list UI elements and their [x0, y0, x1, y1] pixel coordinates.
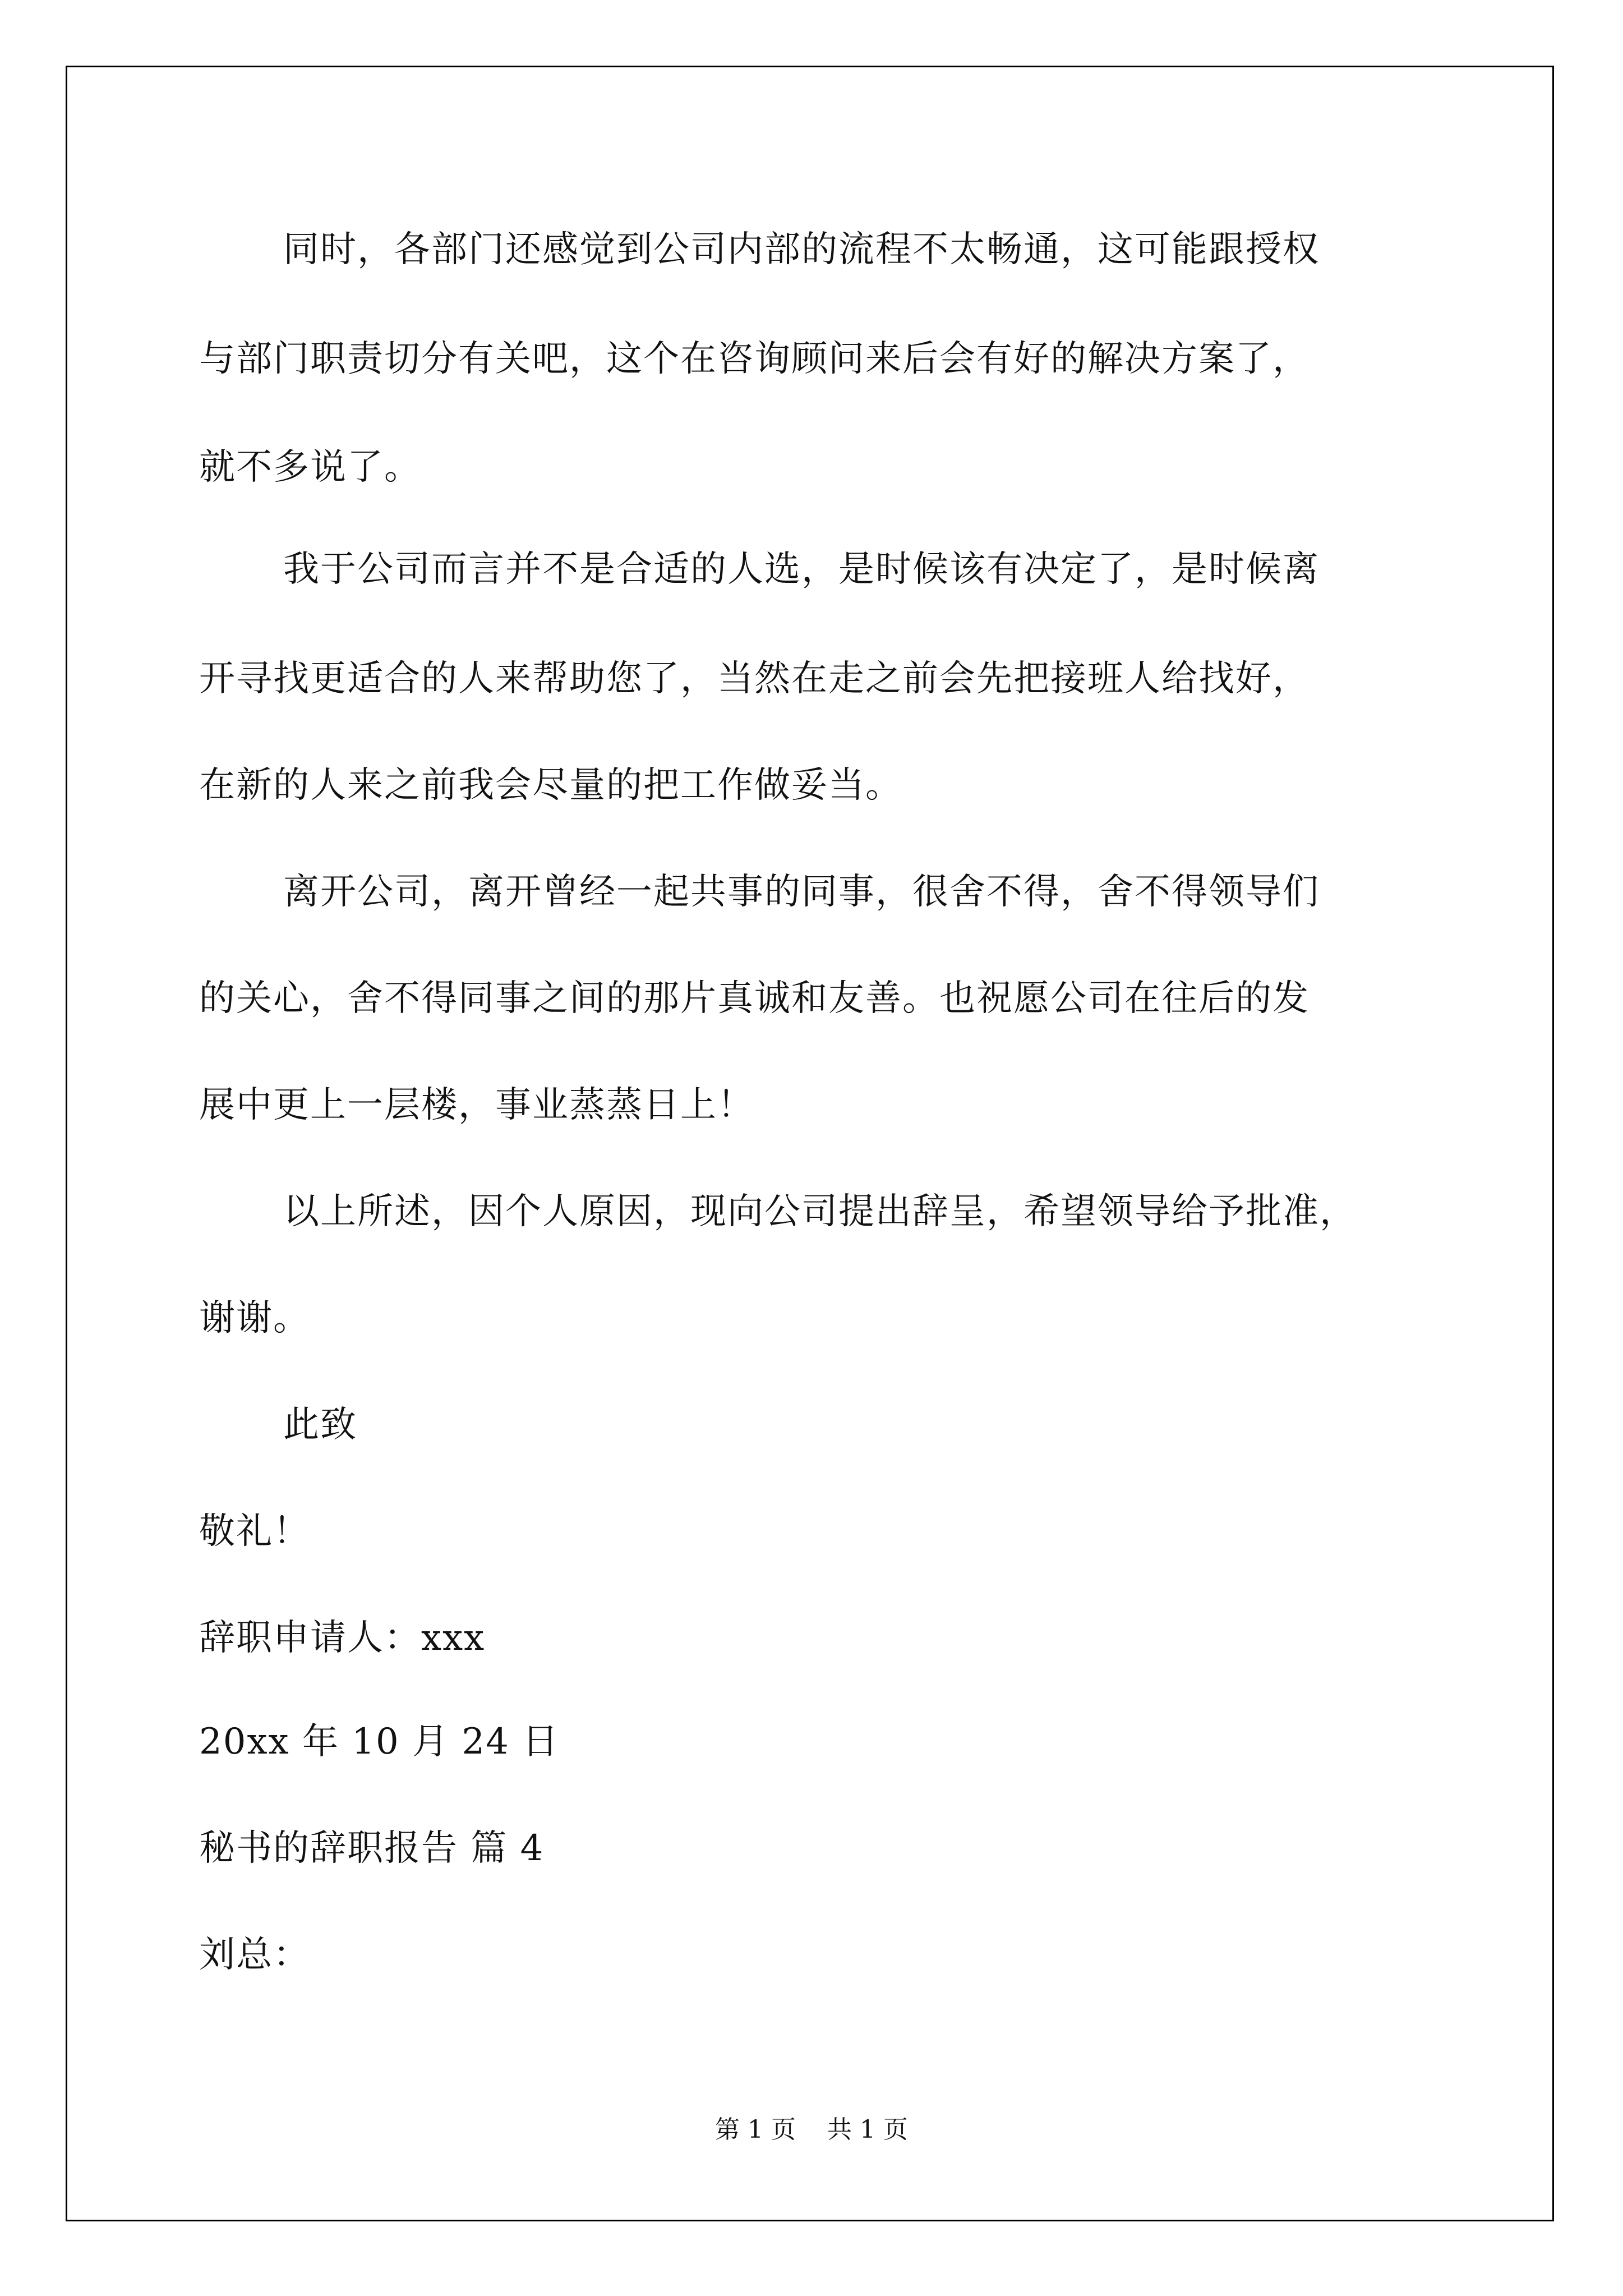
paragraph-line: 离开公司，离开曾经一起共事的同事，很舍不得，舍不得领导们	[283, 871, 1320, 913]
date-line: 20xx 年 10 月 24 日	[199, 1721, 560, 1763]
paragraph-line: 同时，各部门还感觉到公司内部的流程不太畅通，这可能跟授权	[283, 229, 1320, 270]
paragraph-line: 展中更上一层楼，事业蒸蒸日上！	[199, 1084, 754, 1126]
page-border	[66, 66, 1554, 2221]
signature-line: 辞职申请人：xxx	[199, 1617, 486, 1659]
paragraph-line: 谢谢。	[199, 1297, 310, 1339]
paragraph-line: 与部门职责切分有关吧，这个在咨询顾问来后会有好的解决方案了，	[199, 338, 1310, 380]
paragraph-line: 开寻找更适合的人来帮助您了，当然在走之前会先把接班人给找好，	[199, 658, 1310, 700]
paragraph-line: 在新的人来之前我会尽量的把工作做妥当。	[199, 765, 902, 806]
closing-respect: 敬礼！	[199, 1511, 310, 1552]
paragraph-line: 以上所述，因个人原因，现向公司提出辞呈，希望领导给予批准，	[283, 1191, 1357, 1232]
page-footer: 第 1 页 共 1 页	[715, 2115, 908, 2144]
recipient-line: 刘总：	[199, 1934, 310, 1976]
paragraph-line: 我于公司而言并不是合适的人选，是时候该有决定了，是时候离	[283, 549, 1320, 590]
paragraph-line: 就不多说了。	[199, 447, 421, 488]
section-heading: 秘书的辞职报告 篇 4	[199, 1828, 545, 1869]
closing-salutation: 此致	[283, 1404, 357, 1446]
paragraph-line: 的关心，舍不得同事之间的那片真诚和友善。也祝愿公司在往后的发	[199, 978, 1310, 1019]
